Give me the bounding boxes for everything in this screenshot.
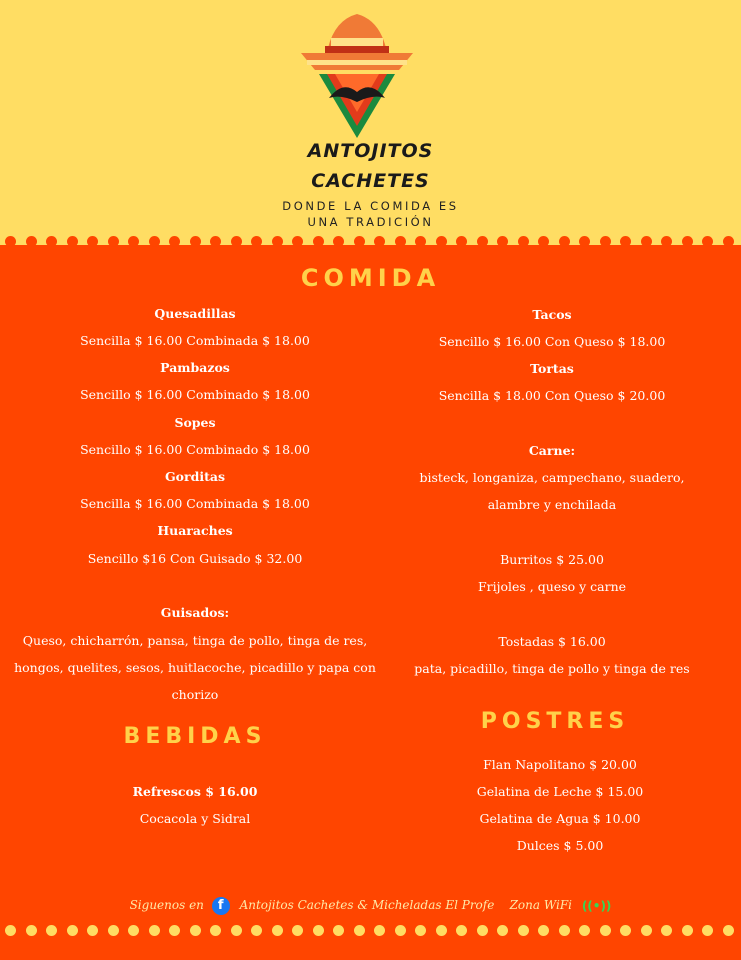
border-dot bbox=[67, 236, 78, 247]
brand-name-line1: ANTOJITOS bbox=[307, 140, 434, 162]
border-dot bbox=[5, 236, 16, 247]
border-dot bbox=[518, 236, 529, 247]
border-dot bbox=[559, 236, 570, 247]
menu-line: chorizo bbox=[171, 687, 219, 702]
border-dot bbox=[87, 236, 98, 247]
border-dot bbox=[641, 236, 652, 247]
border-dot bbox=[46, 236, 57, 247]
border-dot bbox=[600, 925, 611, 936]
menu-line: Cocacola y Sidral bbox=[139, 811, 251, 826]
border-dot bbox=[87, 925, 98, 936]
menu-line: Sopes bbox=[174, 415, 216, 430]
sombrero-mustache-logo bbox=[295, 10, 420, 145]
border-dot bbox=[251, 925, 262, 936]
border-dot bbox=[26, 925, 37, 936]
border-dot bbox=[436, 925, 447, 936]
border-dot bbox=[26, 236, 37, 247]
border-dot bbox=[456, 236, 467, 247]
border-dot bbox=[415, 925, 426, 936]
border-dot bbox=[682, 925, 693, 936]
menu-line: Queso, chicharrón, pansa, tinga de pollo, tinga de res, bbox=[22, 633, 368, 648]
border-dot bbox=[518, 925, 529, 936]
section-title-postres: POSTRES bbox=[480, 709, 630, 734]
border-dot bbox=[169, 236, 180, 247]
border-dot bbox=[395, 925, 406, 936]
menu-line: Tacos bbox=[532, 307, 572, 322]
border-dot bbox=[579, 925, 590, 936]
facebook-icon[interactable]: f bbox=[212, 897, 230, 915]
border-dot bbox=[723, 236, 734, 247]
border-dot bbox=[46, 925, 57, 936]
border-dot bbox=[272, 236, 283, 247]
border-dot bbox=[682, 236, 693, 247]
menu-line: Sencillo $ 16.00 Combinado $ 18.00 bbox=[80, 442, 310, 457]
border-dot bbox=[415, 236, 426, 247]
border-dot bbox=[497, 236, 508, 247]
top-dot-border bbox=[0, 236, 741, 248]
border-dot bbox=[128, 925, 139, 936]
menu-line: Tortas bbox=[530, 361, 574, 376]
border-dot bbox=[149, 925, 160, 936]
border-dot bbox=[600, 236, 611, 247]
bottom-dot-border bbox=[0, 925, 741, 937]
border-dot bbox=[620, 925, 631, 936]
menu-line: Gelatina de Agua $ 10.00 bbox=[479, 811, 641, 826]
menu-line: Quesadillas bbox=[154, 306, 236, 321]
footer-social bbox=[0, 893, 741, 917]
border-dot bbox=[67, 925, 78, 936]
brand-name-line2: CACHETES bbox=[311, 170, 430, 192]
border-dot bbox=[108, 236, 119, 247]
border-dot bbox=[108, 925, 119, 936]
menu-line: Sencillo $16 Con Guisado $ 32.00 bbox=[87, 551, 303, 566]
menu-line: Gorditas bbox=[165, 469, 225, 484]
tagline-line2: UNA TRADICIÓN bbox=[307, 215, 434, 229]
border-dot bbox=[190, 236, 201, 247]
menu-line: Huaraches bbox=[157, 523, 233, 538]
menu-line: Gelatina de Leche $ 15.00 bbox=[476, 784, 644, 799]
border-dot bbox=[620, 236, 631, 247]
menu-line: Sencilla $ 16.00 Combinada $ 18.00 bbox=[80, 496, 310, 511]
border-dot bbox=[190, 925, 201, 936]
menu-line: Sencillo $ 16.00 Con Queso $ 18.00 bbox=[438, 334, 666, 349]
border-dot bbox=[374, 925, 385, 936]
border-dot bbox=[538, 236, 549, 247]
border-dot bbox=[477, 236, 488, 247]
border-dot bbox=[272, 925, 283, 936]
menu-line: Frijoles , queso y carne bbox=[477, 579, 627, 594]
border-dot bbox=[559, 925, 570, 936]
menu-line: Dulces $ 5.00 bbox=[516, 838, 604, 853]
menu-line: hongos, quelites, sesos, huitlacoche, picadillo y papa con bbox=[14, 660, 376, 675]
menu-line: alambre y enchilada bbox=[487, 497, 617, 512]
border-dot bbox=[456, 925, 467, 936]
facebook-page-link[interactable]: Antojitos Cachetes & Micheladas El Profe bbox=[239, 898, 495, 912]
border-dot bbox=[149, 236, 160, 247]
border-dot bbox=[661, 236, 672, 247]
menu-line: Refrescos $ 16.00 bbox=[132, 784, 258, 799]
border-dot bbox=[477, 925, 488, 936]
border-dot bbox=[313, 236, 324, 247]
border-dot bbox=[436, 236, 447, 247]
wifi-icon: ((•)) bbox=[581, 898, 612, 913]
border-dot bbox=[354, 236, 365, 247]
menu-line: Guisados: bbox=[160, 605, 230, 620]
border-dot bbox=[231, 236, 242, 247]
border-dot bbox=[292, 925, 303, 936]
menu-line: Sencilla $ 16.00 Combinada $ 18.00 bbox=[80, 333, 310, 348]
menu-line: Sencillo $ 16.00 Combinado $ 18.00 bbox=[80, 387, 310, 402]
border-dot bbox=[128, 236, 139, 247]
menu-line: Carne: bbox=[528, 443, 576, 458]
menu-line: Sencilla $ 18.00 Con Queso $ 20.00 bbox=[438, 388, 666, 403]
border-dot bbox=[210, 925, 221, 936]
menu-line: bisteck, longaniza, campechano, suadero, bbox=[419, 470, 685, 485]
menu-line: Pambazos bbox=[160, 360, 230, 375]
border-dot bbox=[579, 236, 590, 247]
section-title-comida: COMIDA bbox=[300, 264, 441, 292]
border-dot bbox=[210, 236, 221, 247]
border-dot bbox=[292, 236, 303, 247]
border-dot bbox=[702, 236, 713, 247]
follow-text: Siguenos en bbox=[129, 898, 204, 912]
border-dot bbox=[5, 925, 16, 936]
border-dot bbox=[333, 236, 344, 247]
border-dot bbox=[333, 925, 344, 936]
border-dot bbox=[374, 236, 385, 247]
border-dot bbox=[661, 925, 672, 936]
border-dot bbox=[354, 925, 365, 936]
menu-line: Flan Napolitano $ 20.00 bbox=[483, 757, 637, 772]
tagline-line1: DONDE LA COMIDA ES bbox=[282, 199, 459, 213]
border-dot bbox=[723, 925, 734, 936]
menu-line: Burritos $ 25.00 bbox=[500, 552, 604, 567]
wifi-label: Zona WiFi bbox=[509, 898, 572, 912]
border-dot bbox=[497, 925, 508, 936]
border-dot bbox=[169, 925, 180, 936]
section-title-bebidas: BEBIDAS bbox=[123, 724, 267, 749]
menu-line: Tostadas $ 16.00 bbox=[498, 634, 606, 649]
border-dot bbox=[251, 236, 262, 247]
border-dot bbox=[641, 925, 652, 936]
border-dot bbox=[538, 925, 549, 936]
border-dot bbox=[231, 925, 242, 936]
border-dot bbox=[395, 236, 406, 247]
border-dot bbox=[702, 925, 713, 936]
menu-line: pata, picadillo, tinga de pollo y tinga de res bbox=[414, 661, 690, 676]
border-dot bbox=[313, 925, 324, 936]
